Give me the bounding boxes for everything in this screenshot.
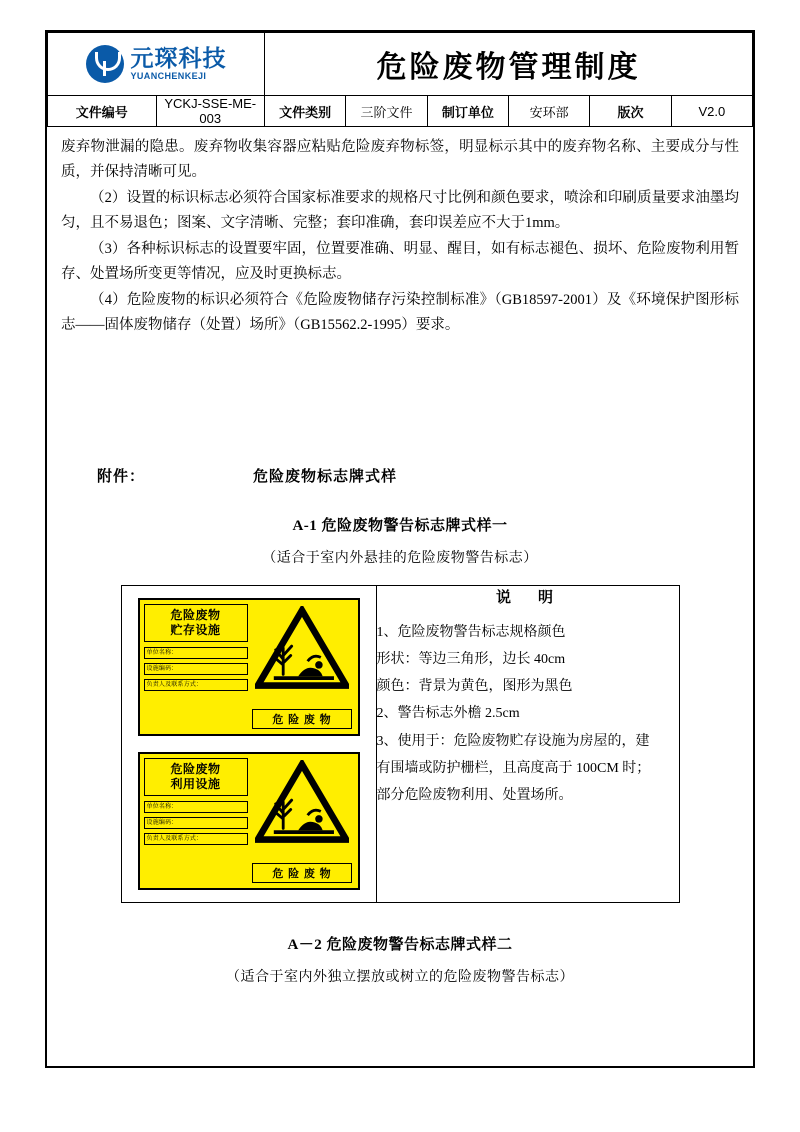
explanation-line-4: 2、警告标志外檐 2.5cm (376, 706, 520, 722)
header-title-row (48, 33, 753, 96)
sign-card-storage-heading-line2: 贮存设施 (170, 622, 221, 637)
sign-images-cell (121, 585, 376, 902)
explanation-cell (376, 585, 679, 902)
sample-a2-block (61, 933, 739, 986)
document-title: 危险废物管理制度 (265, 33, 753, 96)
sign-field-contact: 负责人及联系方式： (144, 679, 248, 691)
company-name-en: YUANCHENKEJI (130, 71, 207, 82)
sign-field-unit-name-2: 单位名称： (144, 801, 248, 813)
company-name-cn: 元琛科技 (130, 45, 227, 72)
paragraph-3: （3）各种标识标志的设置要牢固，位置要准确、明显、醒目，如有标志褪色、损坏、危险废物利用暂存、处置场所变更等情况，应及时更换标志。 (61, 240, 739, 282)
sample-a2-subtitle: （适合于室内外独立摆放或树立的危险废物警告标志） (226, 969, 574, 985)
body-spacer (61, 339, 739, 459)
document-frame (45, 30, 755, 1068)
sign-card-storage-heading-line1: 危险废物 (170, 607, 221, 622)
attachment-heading (61, 465, 739, 486)
field-value-version: V2.0 (671, 96, 752, 127)
sample-a2-title: A－2 危险废物警告标志牌式样二 (287, 936, 513, 953)
sign-card-storage (138, 598, 360, 736)
header-meta-row (48, 96, 753, 127)
company-logo-icon (86, 45, 124, 83)
field-label-issuing-unit: 制订单位 (427, 96, 508, 127)
paragraph-2: （2）设置的标识标志必须符合国家标准要求的规格尺寸比例和颜色要求，喷涂和印刷质量要求油墨均匀，且不易退色；图案、文字清晰、完整；套印准确，套印误差应不大于1mm。 (61, 189, 739, 231)
sign-card-utilization-pictogram (251, 758, 354, 884)
document-body (47, 127, 753, 986)
company-logo-cell (48, 33, 265, 96)
sign-field-unit-name: 单位名称： (144, 647, 248, 659)
field-value-issuing-unit: 安环部 (508, 96, 589, 127)
explanation-line-3: 颜色：背景为黄色，图形为黑色 (376, 679, 573, 695)
sign-sample-table (121, 585, 680, 903)
field-label-doc-category: 文件类别 (265, 96, 346, 127)
sign-card-storage-footer: 危 险 废 物 (252, 709, 352, 729)
sign-card-utilization (138, 752, 360, 890)
explanation-line-2: 形状：等边三角形，边长 40cm (376, 651, 566, 667)
field-label-version: 版次 (590, 96, 671, 127)
paragraph-1: 废弃物泄漏的隐患。废弃物收集容器应粘贴危险废弃物标签，明显标示其中的废弃物名称、主要成分与性质，并保持清晰可见。 (61, 139, 739, 180)
explanation-line-6: 有围墙或防护栅栏，且高度高于 100CM 时； (376, 760, 651, 776)
sign-field-facility-code: 设施编码： (144, 663, 248, 675)
field-value-doc-category: 三阶文件 (346, 96, 427, 127)
explanation-line-5: 3、使用于：危险废物贮存设施为房屋的，建 (376, 733, 650, 749)
sample-a1-subtitle: （适合于室内外悬挂的危险废物警告标志） (262, 550, 538, 566)
attachment-title: 危险废物标志牌式样 (253, 468, 398, 485)
sign-card-utilization-heading-line1: 危险废物 (170, 761, 221, 776)
document-header-table (47, 32, 753, 127)
sample-a1-title: A-1 危险废物警告标志牌式样一 (292, 517, 508, 534)
explanation-line-1: 1、危险废物警告标志规格颜色 (376, 624, 566, 640)
explanation-line-7: 部分危险废物利用、处置场所。 (376, 788, 573, 804)
field-label-doc-number: 文件编号 (48, 96, 157, 127)
sign-field-contact-2: 负责人及联系方式： (144, 833, 248, 845)
field-value-doc-number: YCKJ-SSE-ME-003 (156, 96, 265, 127)
hazard-triangle-icon-2 (255, 760, 349, 844)
explanation-title: 说 明 (495, 589, 559, 606)
sign-card-utilization-info (144, 758, 248, 884)
attachment-label: 附件： (97, 468, 146, 485)
sign-card-storage-pictogram (251, 604, 354, 730)
sign-field-facility-code-2: 设施编码： (144, 817, 248, 829)
sign-card-storage-heading (144, 604, 248, 642)
sign-card-utilization-heading (144, 758, 248, 796)
sign-sample-row (121, 585, 679, 902)
paragraph-4: （4）危险废物的标识必须符合《危险废物储存污染控制标准》（GB18597-2001）及《环境保护图形标志——固体废物储存（处置）场所》（GB15562.2-1995）要求。 (61, 291, 739, 333)
sign-card-storage-info (144, 604, 248, 730)
hazard-triangle-icon (255, 606, 349, 690)
sign-card-utilization-footer: 危 险 废 物 (252, 863, 352, 883)
sign-card-utilization-heading-line2: 利用设施 (170, 776, 221, 791)
